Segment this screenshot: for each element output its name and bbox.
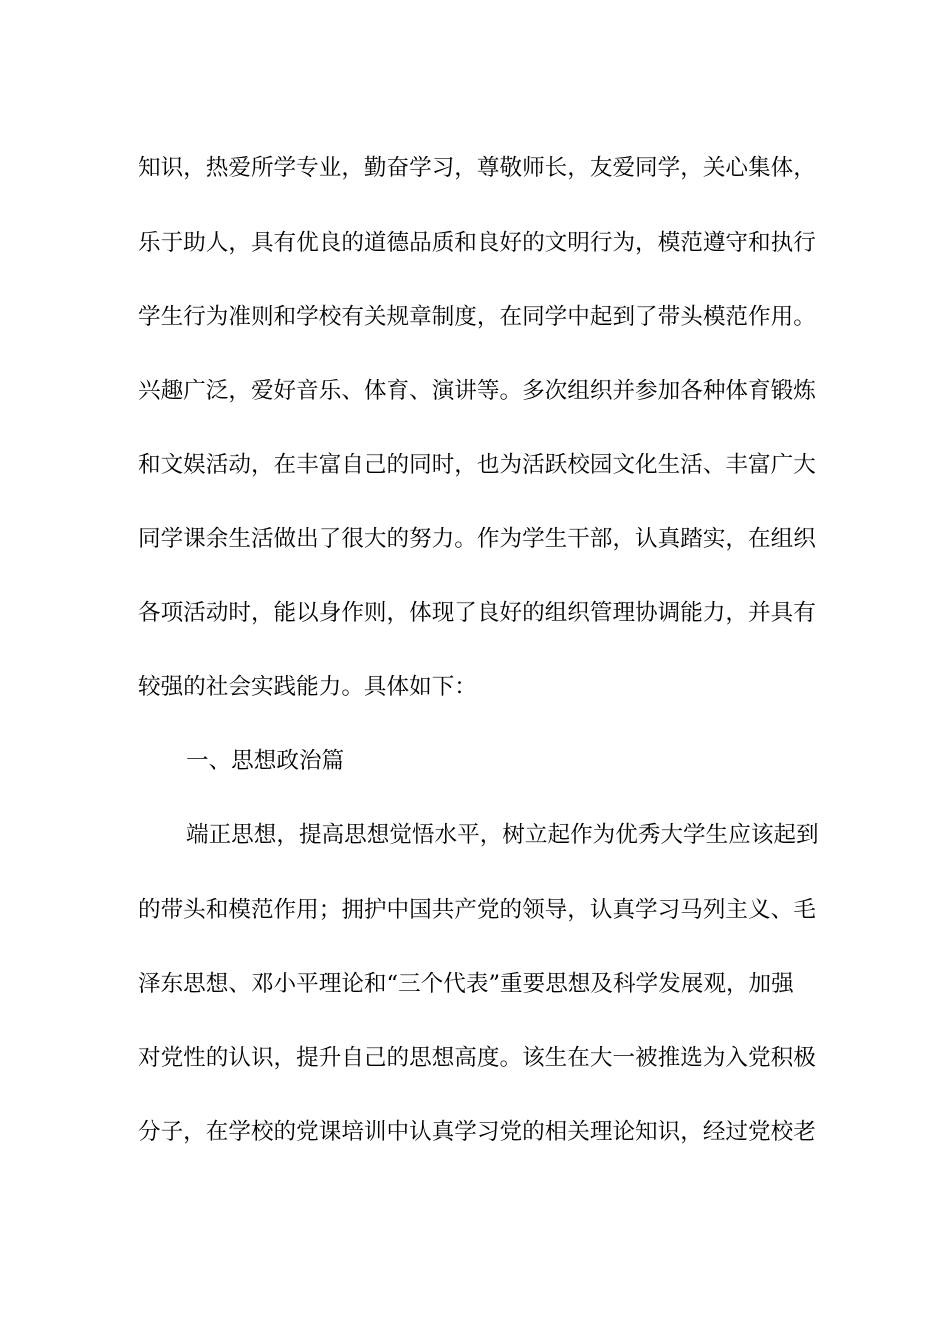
paragraph-line: 同学课余生活做出了很大的努力。作为学生干部，认真踏实，在组织: [138, 526, 816, 552]
paragraph-line: 兴趣广泛，爱好音乐、体育、演讲等。多次组织并参加各种体育锻炼: [138, 378, 816, 404]
section-heading: 一、思想政治篇: [186, 748, 345, 774]
paragraph-line: 的带头和模范作用；拥护中国共产党的领导，认真学习马列主义、毛: [138, 897, 816, 923]
paragraph-line: 知识，热爱所学专业，勤奋学习，尊敬师长，友爱同学，关心集体，: [138, 155, 816, 181]
paragraph-line: 泽东思想、邓小平理论和“三个代表”重要思想及科学发展观，加强: [138, 971, 794, 997]
paragraph-line: 端正思想，提高思想觉悟水平，树立起作为优秀大学生应该起到: [186, 822, 819, 848]
paragraph-line: 分子，在学校的党课培训中认真学习党的相关理论知识，经过党校老: [138, 1119, 816, 1145]
paragraph-line: 乐于助人，具有优良的道德品质和良好的文明行为，模范遵守和执行: [138, 230, 816, 256]
paragraph-line: 学生行为准则和学校有关规章制度，在同学中起到了带头模范作用。: [138, 304, 816, 330]
paragraph-line: 较强的社会实践能力。具体如下：: [138, 674, 477, 700]
paragraph-line: 对党性的认识，提升自己的思想高度。该生在大一被推选为入党积极: [138, 1045, 816, 1071]
paragraph-line: 各项活动时，能以身作则，体现了良好的组织管理协调能力，并具有: [138, 600, 816, 626]
paragraph-line: 和文娱活动，在丰富自己的同时，也为活跃校园文化生活、丰富广大: [138, 452, 816, 478]
